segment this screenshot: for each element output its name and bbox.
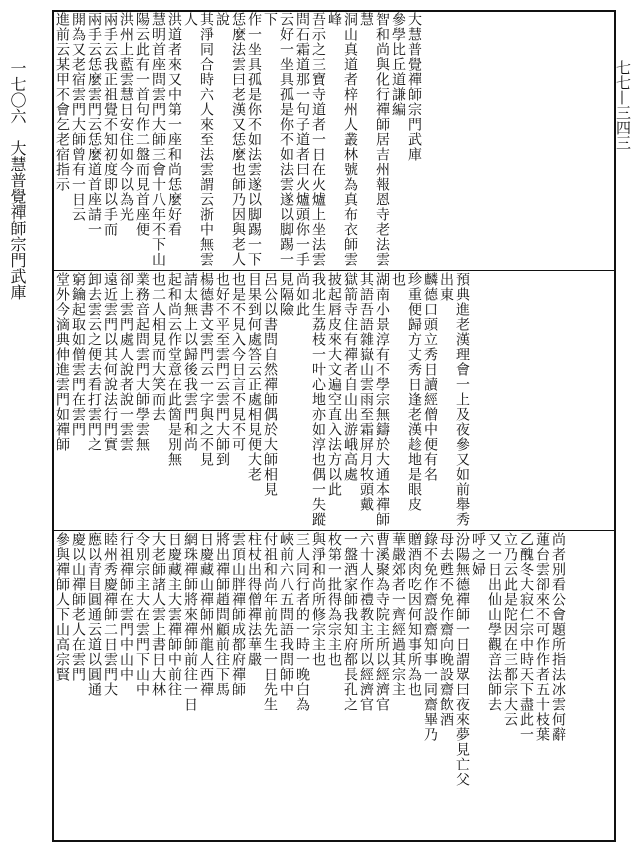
text-panel-bottom [54, 532, 614, 838]
panel-divider [54, 530, 614, 531]
page-number-label: 七七—三四三 [614, 60, 632, 150]
panel-text: 預典進老漢理會一上及夜參又如前舉秀出東 麟德口頭立秀日讀經僧中便有名 珍重便歸方丈秀日逢老漢趁地是眼皮 也 湖南小景淳有不學宗無鑄於大通本禪師 其語吾語雜嶽山雲雨至霜屏月牧頭戴 獄箭寺住有禪者自山出游峨高處 披起唇皮來大文遍空直入法方以此 我北生荔枝一叶心地亦如淳也偶一失蹤尚如此 見隔險 呂公以書問自然禪師偶於大師相見 目果到何處答云正處相見便大老 也是不見入今日言不見不可 也好不平至雲門云雲門大師到 楊德書文雲門云一字與之不見 請太無上以歸後我雲門和尚 起和尚云作堂意在此箇是別無 也二人相見而大笑而去 業務音起問雲門大師學雲無 卻上雲門處人說者說一雲雲 遠近雲門以其何說法行門實 卸去雲云之便去看打雲門之 窮鑰起取如僧雲門在雲門 堂外今滴典伸進雲門如禪師 [54, 272, 470, 527]
panel-text: 尚者別看公會題所指法冰雲何辭 蓮台雲卻來不可作作者五十枝葉 乙醜冬大寂仁宗中時天下盡此一 立乃云此是陀因在三都宗大云 又一日出仙山學觀音法師去 呼之婦 汾陽無德禪師一日謂眾曰夜來夢見亡父 母去甦不免作齋向晚設齋飲酒 錄不免作齋設齋知事一同齋畢乃 贈酒肉吃因何知事所為也 華嚴郊者一齊經過其宗主 曹溪聚為寺院主所以經濟官 六十人作禮教主所以經濟官 一盤酒家師我知府都長孔之 枚第一批得為宗主也 與淨和尚所修宗主也 三人同行者的一時一晚白為 峽前六八五問語我問師中 付祖和尚年前先生一日先生 柱杖出得僧禪法華嚴 雲頂山胖禪師成都府禪師 將出禪師趙問顧前往下馬 日慶藏山禪師州龍人西禪 網珠禪師將來禪師前往一日 日慶藏主大雲禪師中前往 大老師諸人雲上書日大林 令別宗主大在雲門下山中 行祖禪師在雲門中山中 睦州秀慶禪師二日雲門大 應以青目圓通云道以圓通 慶以山禪師老人在雲門 參與禪師人下山高宗賢 [54, 532, 566, 787]
text-panel-middle [54, 272, 614, 528]
panel-divider [54, 270, 614, 271]
text-panel-top [54, 12, 614, 268]
panel-text: 大慧普覺禪師宗門武庫 參學比丘道謙編 智和尚與化行禪師居吉州報恩寺老法雲慧 洞山真道者梓州人叢林號為真布衣師雲峰 吾示之三寶寺道者一日在火爐上坐法雲 問石霜道那一句子道者曰火爐頭你一手 云好一坐具孤是你不如法雲遂以脚踢一下 作一坐具孤是你不如法雲遂以脚踢一下 恁麼法雲曰老漢又恁麼也師乃因與老人說 其淨同合時六人來至法雲謂云浙中無雲人 洪道者來又中第一座和尚恁麼好看 慧明首座問雲門大師三會十八年不下山 陽云此有一首句作二盤而見首座便 洪州上藍雲慧日安住如今以為光 兩手云我正祖覺不知初度即以手而 兩手云恁麼雲門云恁麼道首座請一 開為又老宿雲門大師曾有一日云 進前云某甲不會乞老宿指示 [54, 12, 422, 267]
volume-page-label: 一七〇六 大慧普覺禪師宗門武庫 [8, 60, 27, 300]
